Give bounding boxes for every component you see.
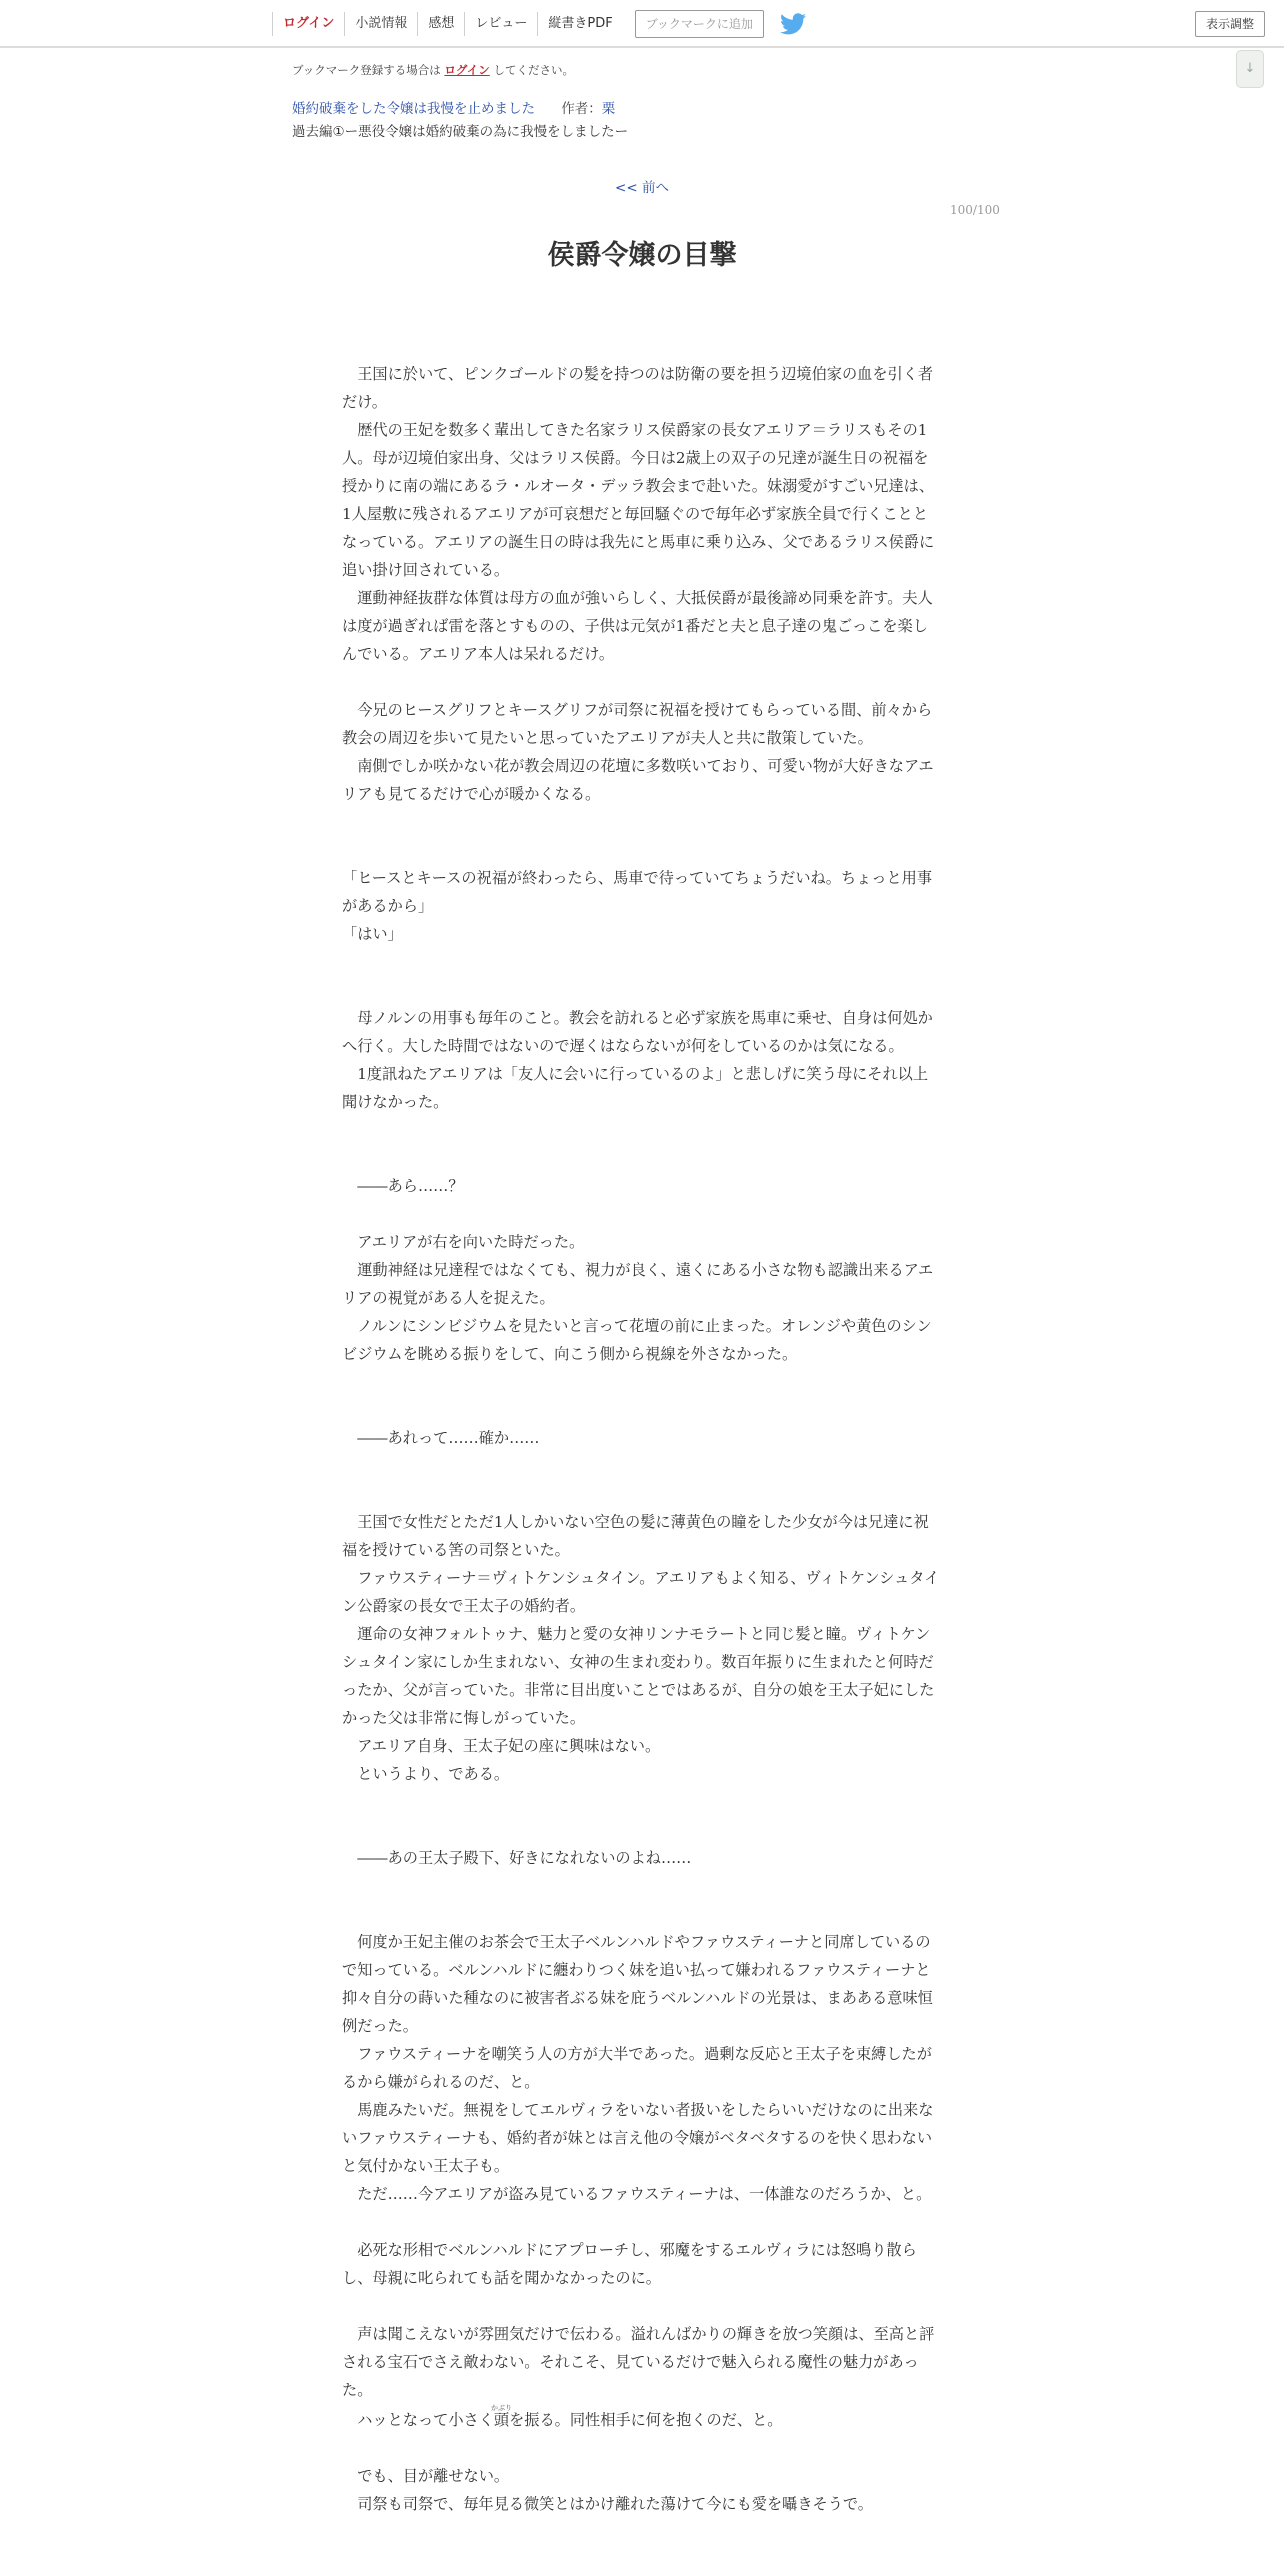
blank-line [342,1144,942,1172]
login-notice [292,62,574,78]
author-name-link[interactable]: 栗 [601,101,616,117]
nav-novel-info-link[interactable]: 小説情報 [344,12,417,36]
blank-line [342,1816,942,1844]
blank-line [342,1788,942,1816]
blank-line [342,976,942,1004]
ruby-annotation [490,2404,512,2429]
page-counter: 100/100 [950,203,1000,217]
ruby-line-before: ハッとなって小さく [342,2411,494,2429]
body-paragraph: 必死な形相でベルンハルドにアプローチし、邪魔をするエルヴィラには怒鳴り散らし、母親に叱られても話を聞かなかったのに。 [342,2241,917,2287]
nav-impressions-link[interactable]: 感想 [417,12,464,36]
ruby-base: 頭 [490,2411,512,2429]
body-paragraph: 運動神経は兄達程ではなくても、視力が良く、遠くにある小さな物も認識出来るアエリアの視覚がある人を捉えた。 [342,1261,934,1307]
body-paragraph: 「はい」 [342,925,403,943]
body-paragraph: 今兄のヒースグリフとキースグリフが司祭に祝福を授けてもらっている間、前々から教会の周辺を歩いて見たいと思っていたアエリアが夫人と共に散策していた。 [342,701,933,747]
body-paragraph: ――あれって……確か…… [342,1429,540,1447]
blank-line [342,1396,942,1424]
blank-line [342,948,942,976]
body-paragraph: というより、である。 [342,1765,510,1783]
body-paragraph: 南側でしか咲かない花が教会周辺の花壇に多数咲いており、可愛い物が大好きなアエリアも見てるだけで心が暖かくなる。 [342,757,934,803]
scroll-down-button[interactable]: ↓ [1236,50,1264,88]
body-paragraph: 母ノルンの用事も毎年のこと。教会を訪れると必ず家族を馬車に乗せ、自身は何処かへ行く。大した時間ではないので遅くはならないが何をしているのかは気になる。 [342,1009,933,1055]
body-paragraph: 王国で女性だとただ1人しかいない空色の髪に薄黄色の瞳をした少女が今は兄達に祝福を授けている筈の司祭といた。 [342,1513,929,1559]
chapter-name: 過去編①ー悪役令嬢は婚約破棄の為に我慢をしましたー [292,124,629,140]
login-notice-text-after: してください。 [493,63,574,77]
blank-line [342,2292,942,2320]
nav-review-link[interactable]: レビュー [464,12,537,36]
blank-line [342,1116,942,1144]
body-paragraph: ファウスティーナ＝ヴィトケンシュタイン。アエリアもよく知る、ヴィトケンシュタイン公爵家の長女で王太子の婚約者。 [342,1569,940,1615]
body-paragraph: 馬鹿みたいだ。無視をしてエルヴィラをいない者扱いをしたらいいだけなのに出来ないファウスティーナも、婚約者が妹とは言え他の令嬢がベタベタするのを快く思わないと気付かない王太子も。 [342,2101,934,2175]
body-paragraph: でも、目が離せない。 [342,2467,510,2485]
twitter-bird-icon[interactable] [780,13,806,35]
body-paragraph: 歴代の王妃を数多く輩出してきた名家ラリス侯爵家の長女アエリア＝ラリスもその1人。母が辺境伯家出身、父はラリス侯爵。今日は2歳上の双子の兄達が誕生日の祝福を授かりに南の端にあるラ・ルオータ・デッラ教会まで赴いた。妹溺愛がすごい兄達は、1人屋敷に残されるアエリアが可哀想だと毎回騒ぐので毎年必ず家族全員で行くこととなっている。アエリアの誕生日の時は我先にと馬車に乗り込み、父であるラリス侯爵に追い掛け回されている。 [342,421,935,579]
body-paragraph: 運命の女神フォルトゥナ、魅力と愛の女神リンナモラートと同じ髪と瞳。ヴィトケンシュタイン家にしか生まれない、女神の生まれ変わり。数百年振りに生まれたと何時だったか、父が言っていた。非常に目出度いことではあるが、自分の娘を王太子妃にしたかった父は非常に悔しがっていた。 [342,1625,935,1727]
ruby-reading: かぶり [490,2404,512,2412]
blank-line [342,1872,942,1900]
body-paragraph: 王国に於いて、ピンクゴールドの髪を持つのは防衛の要を担う辺境伯家の血を引く者だけ。 [342,365,934,411]
blank-line [342,668,942,696]
add-bookmark-button[interactable]: ブックマークに追加 [635,10,764,38]
body-paragraph: ――あの王太子殿下、好きになれないのよね…… [342,1849,692,1867]
blank-line [342,1900,942,1928]
previous-page-link[interactable]: << 前へ [615,180,669,196]
blank-line [342,1452,942,1480]
body-paragraph-ruby [342,2404,942,2434]
blank-line [342,1368,942,1396]
top-navigation-bar [0,0,1284,48]
novel-title-row [292,97,615,117]
blank-line [342,2208,942,2236]
body-paragraph: ノルンにシンビジウムを見たいと言って花壇の前に止まった。オレンジや黄色のシンビジウムを眺める振りをして、向こう側から視線を外さなかった。 [342,1317,932,1363]
novel-title-link[interactable]: 婚約破棄をした令嬢は我慢を止めました [292,101,535,117]
nav-vertical-pdf-link[interactable]: 縦書きPDF [537,12,622,36]
nav-menu [272,7,806,41]
body-paragraph: ただ……今アエリアが盗み見ているファウスティーナは、一体誰なのだろうか、と。 [342,2185,932,2203]
blank-line [342,808,942,836]
body-paragraph: 声は聞こえないが雰囲気だけで伝わる。溢れんばかりの輝きを放つ笑顔は、至高と評される宝石でさえ敵わない。それこそ、見ているだけで魅入られる魔性の魅力があった。 [342,2325,935,2399]
episode-title: 侯爵令嬢の目撃 [547,240,737,271]
body-paragraph: 司祭も司祭で、毎年見る微笑とはかけ離れた蕩けて今にも愛を囁きそうで。 [342,2495,873,2513]
body-paragraph: 何度か王妃主催のお茶会で王太子ベルンハルドやファウスティーナと同席しているので知っている。ベルンハルドに纏わりつく妹を追い払って嫌われるファウスティーナと抑々自分の蒔いた種なのに被害者ぶる妹を庇うベルンハルドの光景は、まあある意味恒例だった。 [342,1933,933,2035]
body-paragraph: ――あら……？ [342,1177,464,1195]
nav-login-link[interactable]: ログイン [272,12,344,36]
author-label: 作者： [561,101,602,117]
blank-line [342,2434,942,2462]
display-settings-button[interactable]: 表示調整 [1195,11,1265,37]
body-paragraph: 「ヒースとキースの祝福が終わったら、馬車で待っていてちょうだいね。ちょっと用事があるから」 [342,869,933,915]
login-notice-text-before: ブックマーク登録する場合は [292,63,441,77]
body-paragraph: 運動神経抜群な体質は母方の血が強いらしく、大抵侯爵が最後諦め同乗を許す。夫人は度が過ぎれば雷を落とすものの、子供は元気が1番だと夫と息子達の鬼ごっこを楽しんでいる。アエリア本人は呆れるだけ。 [342,589,933,663]
ruby-line-after: を振る。同性相手に何を抱くのだ、と。 [509,2411,783,2429]
novel-body-text [342,360,942,2518]
body-paragraph: 1度訊ねたアエリアは「友人に会いに行っているのよ」と悲しげに笑う母にそれ以上聞けなかった。 [342,1065,929,1111]
body-paragraph: アエリア自身、王太子妃の座に興味はない。 [342,1737,661,1755]
blank-line [342,1480,942,1508]
blank-line [342,1200,942,1228]
body-paragraph: ファウスティーナを嘲笑う人の方が大半であった。過剰な反応と王太子を束縛したがるから嫌がられるのだ、と。 [342,2045,932,2091]
blank-line [342,836,942,864]
body-paragraph: アエリアが右を向いた時だった。 [342,1233,585,1251]
login-notice-link[interactable]: ログイン [444,63,490,77]
